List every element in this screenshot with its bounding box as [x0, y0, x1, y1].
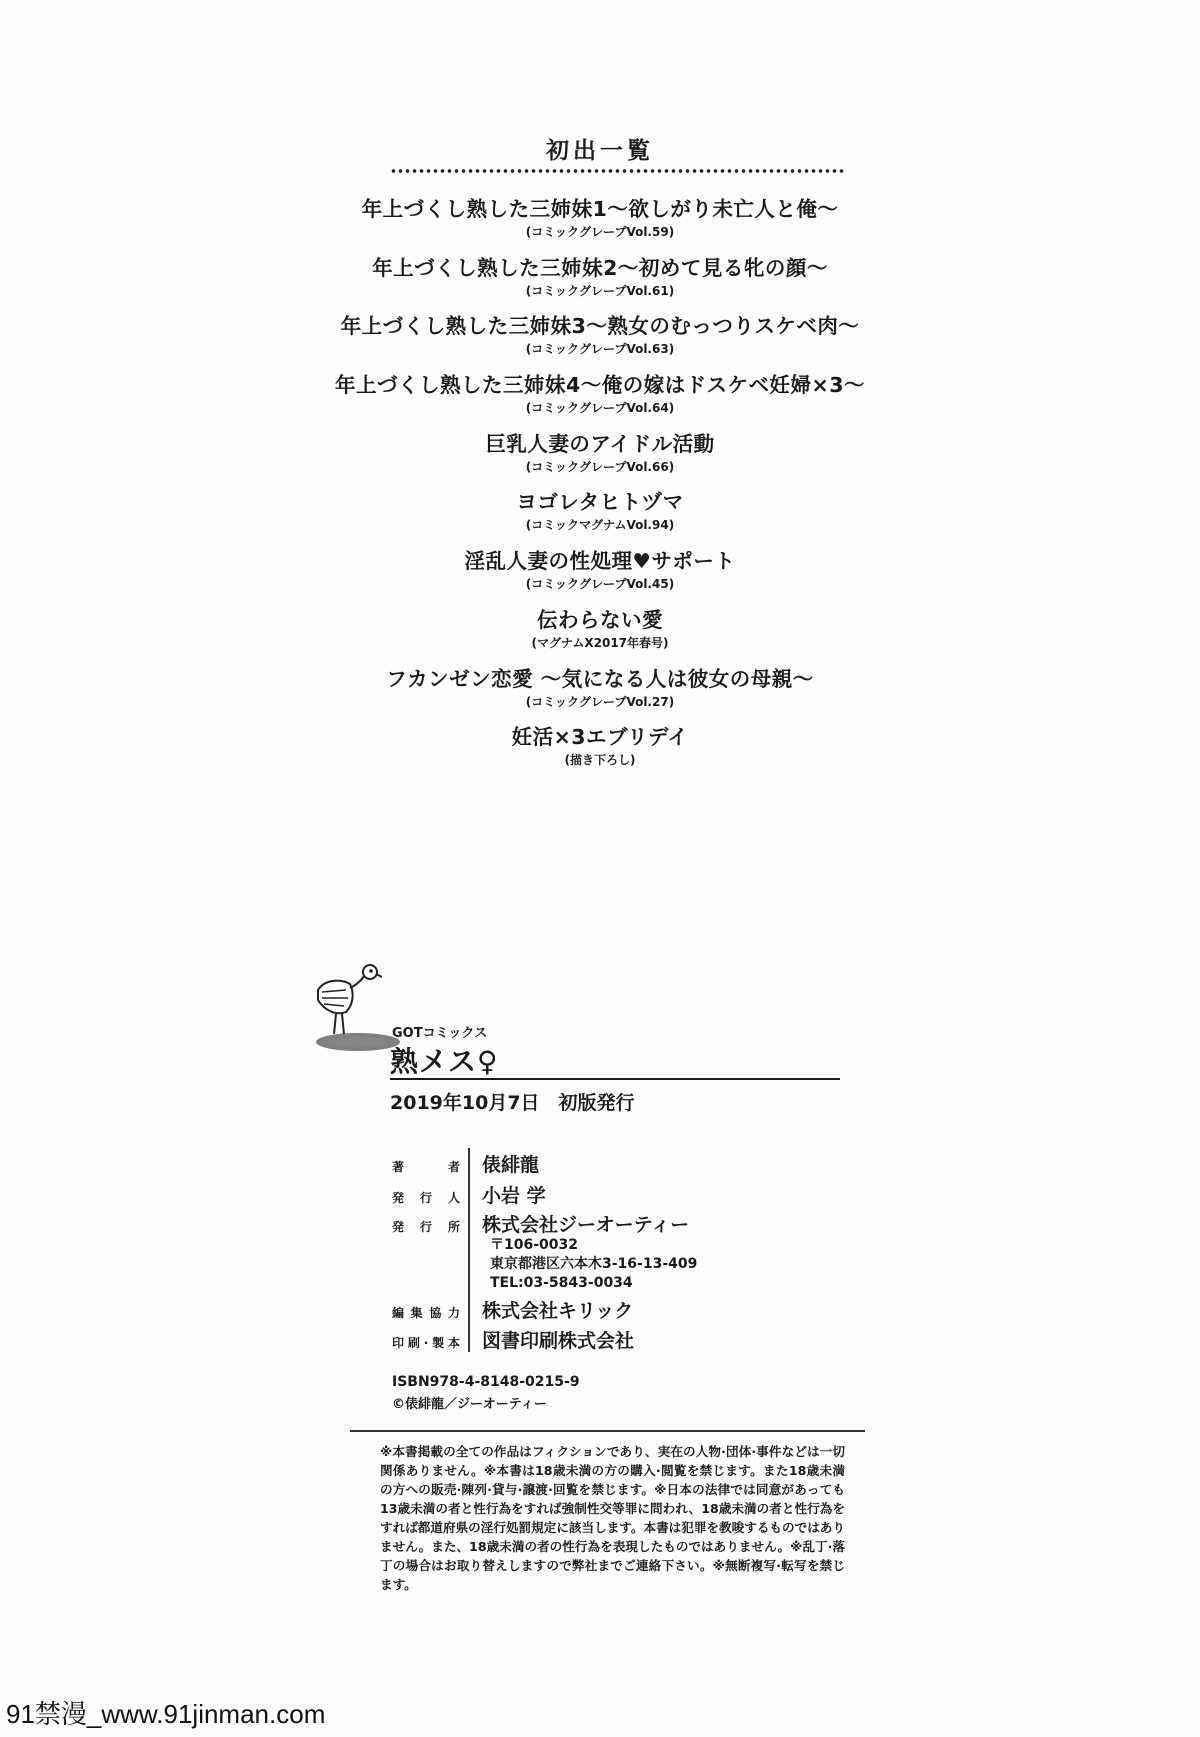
- entry-title: フカンゼン恋愛 ～気になる人は彼女の母親～: [386, 666, 814, 691]
- colophon-divider: [468, 1148, 470, 1352]
- legal-notice: ※本書掲載の全ての作品はフィクションであり、実在の人物·団体·事件などは一切関係ありません。※本書は18歳未満の方の購入·閲覧を禁じます。また18歳未満の方への販売·陳列·貸与·譲渡·回覧を禁じます。※日本の法律では同意があっても13歳未満の者と性行為をすれば強制性交等罪に問われ、18歳未満の者と性行為をすれば都道府県の淫行処罰規定に該当します。本書は犯罪を教唆するものではありません。また、18歳未満の者の性行為を表現したものではありません。※乱丁·落丁の場合はお取り替えしますので弊社までご連絡下さい。※無断複写·転写を禁じます。: [380, 1444, 845, 1592]
- printing-company: 図書印刷株式会社: [482, 1330, 635, 1352]
- entry-source: (コミックグレープVol.61): [525, 283, 675, 298]
- entry-source: (コミックグレープVol.59): [525, 225, 675, 239]
- entry-title: 妊活×3エブリデイ: [511, 725, 689, 750]
- list-item: [0, 548, 1200, 607]
- publisher-label: 発行所: [392, 1220, 460, 1234]
- editing-company: 株式会社キリック: [482, 1300, 634, 1322]
- dotted-divider: [390, 168, 845, 174]
- entry-source: (コミックグレープVol.45): [525, 577, 675, 592]
- entry-title: 淫乱人妻の性処理♥サポート: [464, 549, 736, 574]
- publication-date: 2019年10月7日 初版発行: [390, 1092, 635, 1114]
- list-item: [0, 666, 1200, 725]
- list-item: [0, 607, 1200, 666]
- first-appearances-list: [0, 196, 1200, 783]
- list-item: [0, 724, 1200, 783]
- entry-title: 巨乳人妻のアイドル活動: [485, 431, 715, 456]
- street-address: 東京都港区六本木3-16-13-409: [490, 1256, 698, 1272]
- entry-title: 年上づくし熟した三姉妹4～俺の嫁はドスケベ妊婦×3～: [335, 373, 865, 398]
- publisher-name: 株式会社ジーオーティー: [482, 1214, 690, 1236]
- list-item: [0, 431, 1200, 490]
- entry-title: 年上づくし熟した三姉妹1～欲しがり未亡人と俺～: [361, 197, 839, 221]
- book-title: 熟メス♀: [390, 1045, 499, 1078]
- postal-code: 〒106-0032: [490, 1237, 578, 1253]
- list-item: [0, 196, 1200, 255]
- entry-title: 伝わらない愛: [537, 607, 663, 632]
- entry-title: 年上づくし熟した三姉妹2～初めて見る牝の顔～: [372, 255, 828, 280]
- entry-title: ヨゴレタヒトヅマ: [516, 490, 684, 515]
- entry-source: (コミックグレープVol.66): [525, 459, 675, 474]
- entry-source: (コミックグレープVol.27): [525, 694, 675, 709]
- editing-label: 編集協力: [392, 1306, 460, 1320]
- entry-source: (描き下ろし): [564, 753, 636, 768]
- list-item: [0, 489, 1200, 548]
- publisher-person: 小岩 学: [482, 1185, 546, 1207]
- telephone: TEL:03-5843-0034: [490, 1275, 633, 1291]
- list-item: [0, 255, 1200, 314]
- entry-source: (コミックグレープVol.64): [525, 401, 675, 416]
- entry-source: (コミックグレープVol.63): [525, 342, 675, 357]
- entry-source: (コミックマグナムVol.94): [525, 518, 675, 533]
- printing-label: 印刷·製本: [392, 1336, 460, 1350]
- notice-rule: [350, 1430, 865, 1432]
- publisher-address: [490, 1236, 697, 1293]
- list-item: [0, 372, 1200, 431]
- first-appearances-title: 初出一覧: [546, 138, 654, 164]
- title-rule: [390, 1078, 840, 1080]
- list-item: [0, 313, 1200, 372]
- series-label: GOTコミックス: [392, 1026, 488, 1041]
- entry-title: 年上づくし熟した三姉妹3～熟女のむっつりスケベ肉～: [340, 314, 860, 339]
- site-watermark: 91禁漫_www.91jinman.com: [6, 1699, 326, 1729]
- entry-source: (マグナムX2017年春号): [531, 635, 669, 650]
- publisher-person-label: 発行人: [392, 1191, 460, 1205]
- author-name: 俵緋龍: [482, 1154, 540, 1176]
- isbn: ISBN978-4-8148-0215-9: [392, 1374, 580, 1390]
- copyright: ©俵緋龍／ジーオーティー: [392, 1397, 547, 1412]
- author-label: 著 者: [392, 1160, 460, 1174]
